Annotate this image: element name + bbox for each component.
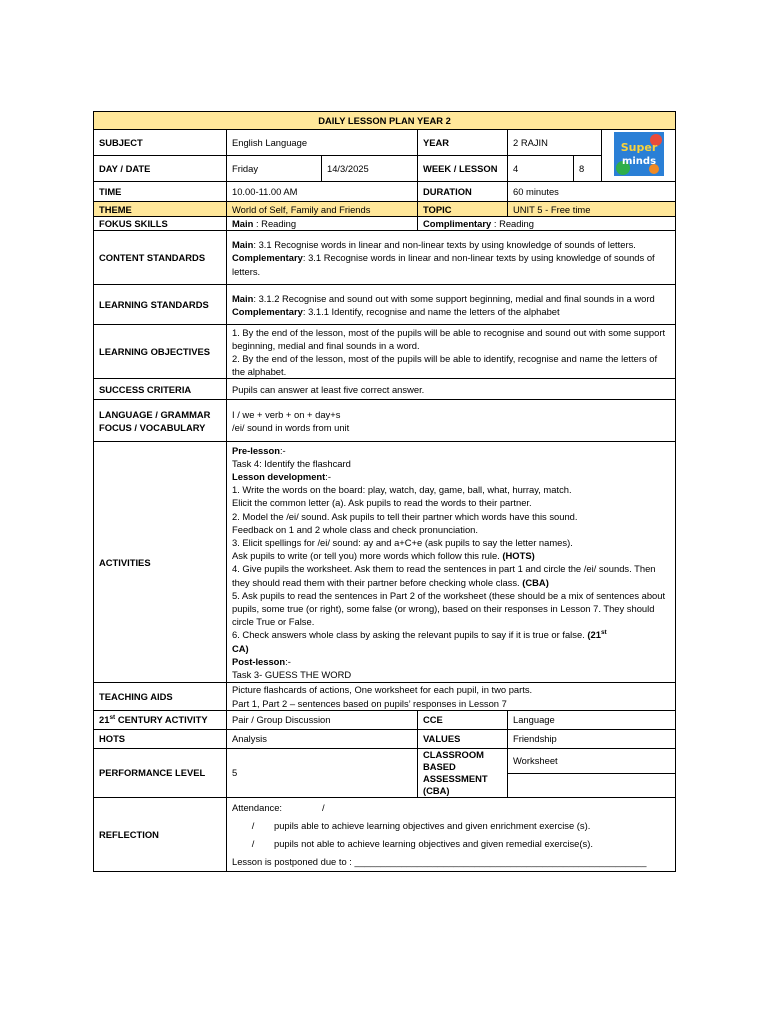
learning-row [94,285,676,325]
reflection-value [227,797,676,871]
pre-lesson-label: Pre-lesson [232,444,280,456]
theme-label: THEME [94,202,227,217]
skills-main-label: Main [232,218,254,230]
objectives-row [94,325,676,379]
week-value: 4 [508,156,574,182]
activity-5: 5. Ask pupils to read the sentences in Part 2 of the worksheet (these should be a mix of sentences about pupils, some true (or right), some false (or wrong), based on their responses in Lesson 7. They should circle True or False. [232,589,666,628]
content-label: CONTENT STANDARDS [94,231,227,285]
day-row [94,156,676,182]
success-label: SUCCESS CRITERIA [94,379,227,400]
aids-row [94,683,676,710]
objectives-value [227,325,676,379]
reflection-row [94,797,676,871]
language-value [227,400,676,442]
pre-lesson-suffix: :- [279,444,286,456]
century-label-post: CENTURY ACTIVITY [115,714,208,726]
reflection-2-slash: / [251,837,255,849]
page-title: DAILY LESSON PLAN YEAR 2 [94,112,676,130]
cce-label: CCE [418,710,508,729]
objective-1: 1. By the end of the lesson, most of the pupils will be able to recognise and sound out with some support beginning, medial and final sounds in a word. [232,326,666,351]
time-row [94,182,676,202]
skills-main-value: : Reading [253,218,297,230]
reflection-2-text: pupils not able to achieve learning objectives and given remedial exercise(s). [274,837,593,849]
day-value: Friday [227,156,322,182]
objective-2: 2. By the end of the lesson, most of the pupils will be able to identify, recognise and name the letters of the alphabet. [232,352,658,378]
activity-6-tag2: CA) [232,642,249,654]
activity-1b: Elicit the common letter (a). Ask pupils to read the words to their partner. [232,497,532,509]
activity-3a: 3. Elicit spellings for /ei/ sound: ay and a+C+e (ask pupils to say the letter names). [232,537,573,548]
logo-cell [602,130,676,182]
theme-value: World of Self, Family and Friends [227,202,418,217]
learning-comp-text: : 3.1.1 Identify, recognise and name the letters of the alphabet [302,305,560,317]
time-label: TIME [94,182,227,202]
lesson-plan-sheet [93,111,675,872]
performance-row [94,748,676,773]
language-line-2: /ei/ sound in words from unit [232,421,350,433]
activity-6: 6. Check answers whole class by asking the relevant pupils to say if it is true or false. [232,629,588,641]
skills-label: FOKUS SKILLS [94,217,227,231]
skills-main [227,217,418,231]
year-value: 2 RAJIN [508,130,602,156]
reflection-1-text: pupils able to achieve learning objectives and given enrichment exercise (s). [274,819,591,831]
activities-value [227,442,676,683]
content-main-label: Main [232,239,254,251]
hots-label: HOTS [94,729,227,748]
success-row [94,379,676,400]
content-row [94,231,676,285]
year-label: YEAR [418,130,508,156]
cba-value-empty [508,774,676,798]
duration-value: 60 minutes [508,182,676,202]
postponed-text: Lesson is postponed due to : ________________________________________________________ [232,855,647,867]
super-minds-logo-icon [614,132,664,176]
century-label [94,710,227,729]
activity-3b-tag: (HOTS) [502,550,535,562]
values-label: VALUES [418,729,508,748]
content-comp-text: : 3.1 Recognise words in linear and non-linear texts by using knowledge of sounds of letters. [232,252,655,277]
skills-comp-label: Complimentary [423,218,492,230]
lesson-plan-table [93,111,676,872]
skills-row [94,217,676,231]
logo-text-top: Super [620,141,657,154]
aids-line-1: Picture flashcards of actions, One worksheet for each pupil, in two parts. [232,684,533,696]
learning-main-text: : 3.1.2 Recognise and sound out with some support beginning, medial and final sounds in a word [253,292,655,304]
activity-6-sup: st [600,629,607,637]
subject-label: SUBJECT [94,130,227,156]
topic-value: UNIT 5 - Free time [508,202,676,217]
activity-4-tag: (CBA) [522,576,549,588]
dev-label: Lesson development [232,470,326,482]
reflection-label: REFLECTION [94,797,227,871]
performance-value: 5 [227,748,418,797]
aids-label: TEACHING AIDS [94,683,227,710]
activity-3b: Ask pupils to write (or tell you) more words which follow this rule. [232,550,503,562]
century-label-pre: 21 [99,714,110,726]
theme-row [94,202,676,217]
aids-value [227,683,676,710]
activity-2a: 2. Model the /ei/ sound. Ask pupils to tell their partner which words have this sound. [232,510,578,522]
subject-row [94,130,676,156]
day-label: DAY / DATE [94,156,227,182]
century-row [94,710,676,729]
content-comp-label: Complementary [232,252,303,264]
skills-comp-value: : Reading [491,218,534,230]
activity-4: 4. Give pupils the worksheet. Ask them to read the sentences in part 1 and circle the /ei/ sounds. Then they should read them with their partner before checking whole class. [232,563,656,588]
task-4: Task 4: Identify the flashcard [232,457,351,469]
hots-row [94,729,676,748]
objectives-label: LEARNING OBJECTIVES [94,325,227,379]
aids-line-2: Part 1, Part 2 – sentences based on pupils’ responses in Lesson 7 [232,697,507,709]
duration-label: DURATION [418,182,508,202]
content-main-text: : 3.1 Recognise words in linear and non-linear texts by using knowledge of sounds of letters. [253,239,636,251]
language-label: LANGUAGE / GRAMMAR FOCUS / VOCABULARY [94,400,227,442]
logo-text-bottom: minds [621,156,656,167]
cce-value: Language [508,710,676,729]
performance-label: PERFORMANCE LEVEL [94,748,227,797]
attendance-slash: / [322,801,325,813]
century-label-sup: st [109,714,116,722]
activity-1a: 1. Write the words on the board: play, watch, day, game, ball, what, hurray, match. [232,484,572,496]
learning-value [227,285,676,325]
week-label: WEEK / LESSON [418,156,508,182]
activities-row [94,442,676,683]
date-value: 14/3/2025 [322,156,418,182]
post-lesson-suffix: :- [285,655,291,667]
success-value: Pupils can answer at least five correct answer. [227,379,676,400]
dev-suffix: :- [325,470,331,482]
activity-6-tag: (21 [587,629,601,641]
activity-2b: Feedback on 1 and 2 whole class and check pronunciation. [232,523,478,535]
learning-comp-label: Complementary [232,305,303,317]
content-value [227,231,676,285]
cba-label: CLASSROOM BASED ASSESSMENT (CBA) [418,748,508,797]
post-lesson-label: Post-lesson [232,655,286,667]
subject-value: English Language [227,130,418,156]
cba-value: Worksheet [508,748,676,773]
title-row [94,112,676,130]
language-line-1: I / we + verb + on + day+s [232,408,341,420]
time-value: 10.00-11.00 AM [227,182,418,202]
task-3: Task 3- GUESS THE WORD [232,669,352,681]
topic-label: TOPIC [418,202,508,217]
values-value: Friendship [508,729,676,748]
skills-comp [418,217,676,231]
hots-value: Analysis [227,729,418,748]
reflection-1-slash: / [251,819,255,831]
attendance-label: Attendance: [232,801,283,813]
lesson-value: 8 [574,156,602,182]
activities-label: ACTIVITIES [94,442,227,683]
century-value: Pair / Group Discussion [227,710,418,729]
learning-main-label: Main [232,292,254,304]
language-row [94,400,676,442]
learning-label: LEARNING STANDARDS [94,285,227,325]
